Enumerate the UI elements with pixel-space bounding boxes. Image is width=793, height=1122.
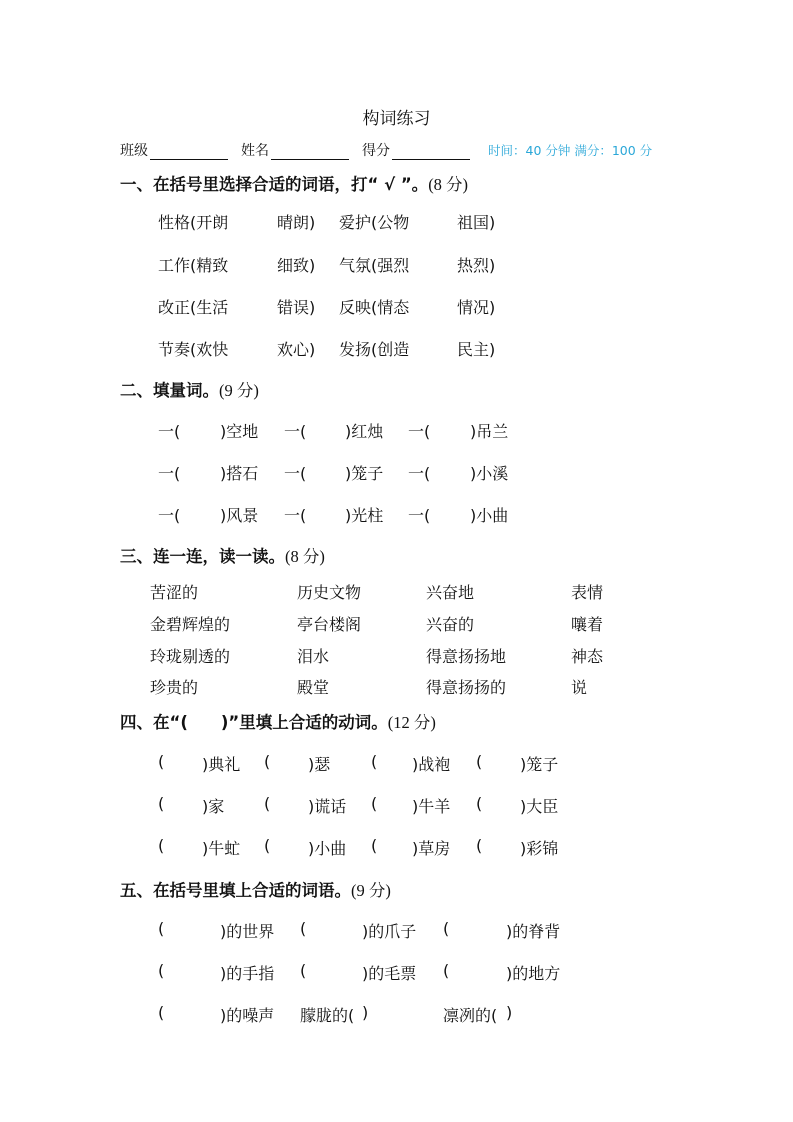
section-2-title: 二、填量词。 [120, 381, 219, 400]
section-2-item-r1-c5: 一( [408, 422, 431, 441]
section-3-word-r2-c3: 兴奋的 [426, 615, 475, 634]
section-2-item-r3-c3: 一( [284, 506, 307, 525]
section-5-item-r1-c6: )的脊背 [506, 922, 561, 941]
section-2-item-r1-c1: 一( [158, 422, 181, 441]
section-5-title: 五、在括号里填上合适的词语。 [120, 881, 351, 900]
section-4-item-r2-c8: )大臣 [520, 797, 559, 816]
section-5-item-r2-c2: )的手指 [220, 964, 275, 983]
section-4-item-r3-c7: ( [476, 836, 483, 855]
section-4-item-r1-c4: )瑟 [308, 755, 331, 774]
section-4-title: 四、在“( )”里填上合适的动词。 [120, 713, 388, 732]
section-3-word-r3-c4: 神态 [571, 647, 604, 666]
section-1-word-r1-c2: 晴朗) [277, 213, 316, 232]
section-5-item-r2-c4: )的毛票 [362, 964, 417, 983]
section-2-item-r1-c3: 一( [284, 422, 307, 441]
section-1-score: (8 分) [428, 175, 469, 194]
section-3-word-r1-c2: 历史文物 [297, 583, 362, 602]
section-5-score: (9 分) [351, 881, 391, 900]
section-3-word-r4-c2: 殿堂 [297, 678, 330, 697]
score-blank[interactable] [392, 144, 470, 160]
section-1-word-r2-c2: 细致) [277, 256, 316, 275]
section-5-item-r3-c1: ( [158, 1003, 165, 1022]
section-3-title: 三、连一连，读一读。 [120, 547, 285, 566]
section-2-item-r3-c5: 一( [408, 506, 431, 525]
section-4-item-r1-c5: ( [371, 752, 378, 771]
section-4-item-r1-c2: )典礼 [202, 755, 241, 774]
section-3-word-r3-c1: 玲珑剔透的 [150, 647, 231, 666]
section-2-item-r3-c6: )小曲 [470, 506, 509, 525]
section-1-word-r1-c3: 爱护(公物 [339, 213, 410, 232]
section-1-word-r1-c1: 性格(开朗 [158, 213, 229, 232]
section-1-word-r3-c4: 情况) [457, 298, 496, 317]
section-1-word-r2-c3: 气氛(强烈 [339, 256, 410, 275]
section-4-item-r3-c3: ( [264, 836, 271, 855]
section-2-item-r3-c4: )光柱 [345, 506, 384, 525]
section-1-word-r3-c2: 错误) [277, 298, 316, 317]
section-4-score: (12 分) [387, 713, 436, 732]
section-2-item-r3-c1: 一( [158, 506, 181, 525]
section-2-item-r2-c4: )笼子 [345, 464, 384, 483]
score-label: 得分 [362, 143, 390, 159]
section-3-word-r4-c1: 珍贵的 [150, 678, 199, 697]
section-2-item-r2-c5: 一( [408, 464, 431, 483]
section-2-heading [120, 377, 259, 401]
section-1-word-r3-c3: 反映(情态 [339, 298, 410, 317]
section-4-heading [120, 709, 436, 733]
section-5-item-r1-c2: )的世界 [220, 922, 275, 941]
section-4-item-r3-c6: )草房 [412, 839, 451, 858]
section-1-word-r2-c1: 工作(精致 [158, 256, 229, 275]
section-2-item-r1-c6: )吊兰 [470, 422, 509, 441]
section-2-item-r2-c2: )搭石 [220, 464, 259, 483]
section-2-item-r2-c6: )小溪 [470, 464, 509, 483]
section-4-item-r2-c5: ( [371, 794, 378, 813]
section-4-item-r3-c8: )彩锦 [520, 839, 559, 858]
section-4-item-r1-c3: ( [264, 752, 271, 771]
section-5-item-r2-c6: )的地方 [506, 964, 561, 983]
section-2-item-r3-c2: )风景 [220, 506, 259, 525]
section-4-item-r1-c8: )笼子 [520, 755, 559, 774]
section-3-word-r1-c3: 兴奋地 [426, 583, 475, 602]
section-5-item-r3-c6: ) [506, 1003, 513, 1022]
section-4-item-r1-c1: ( [158, 752, 165, 771]
section-1-word-r4-c2: 欢心) [277, 340, 316, 359]
section-1-word-r3-c1: 改正(生活 [158, 298, 229, 317]
page-title: 构词练习 [362, 109, 431, 129]
class-field[interactable] [120, 140, 228, 160]
name-blank[interactable] [271, 144, 349, 160]
section-1-word-r4-c1: 节奏(欢快 [158, 340, 229, 359]
section-5-item-r3-c3: 朦胧的( [300, 1006, 355, 1025]
section-4-item-r3-c1: ( [158, 836, 165, 855]
section-1-word-r4-c3: 发扬(创造 [339, 340, 410, 359]
section-3-word-r1-c1: 苦涩的 [150, 583, 199, 602]
section-1-heading [120, 171, 468, 195]
section-3-word-r4-c4: 说 [571, 678, 588, 697]
section-3-word-r1-c4: 表情 [571, 583, 604, 602]
section-1-word-r2-c4: 热烈) [457, 256, 496, 275]
section-5-item-r3-c2: )的噪声 [220, 1006, 275, 1025]
section-3-heading [120, 543, 325, 567]
section-5-item-r1-c4: )的爪子 [362, 922, 417, 941]
section-1-title: 一、在括号里选择合适的词语，打“ √ ”。 [120, 175, 429, 194]
section-4-item-r3-c5: ( [371, 836, 378, 855]
section-4-item-r2-c6: )牛羊 [412, 797, 451, 816]
section-4-item-r3-c2: )牛虻 [202, 839, 241, 858]
name-field[interactable] [241, 140, 349, 160]
section-1-word-r4-c4: 民主) [457, 340, 496, 359]
section-2-item-r1-c4: )红烛 [345, 422, 384, 441]
section-3-word-r2-c2: 亭台楼阁 [297, 615, 362, 634]
section-2-score: (9 分) [219, 381, 259, 400]
section-2-item-r2-c1: 一( [158, 464, 181, 483]
section-3-word-r2-c1: 金碧辉煌的 [150, 615, 231, 634]
section-3-word-r3-c2: 泪水 [297, 647, 330, 666]
section-4-item-r2-c1: ( [158, 794, 165, 813]
time-info: 时间：40 分钟 满分：100 分 [488, 143, 653, 158]
section-2-item-r2-c3: 一( [284, 464, 307, 483]
name-label: 姓名 [241, 143, 269, 159]
section-3-word-r2-c4: 嚷着 [571, 615, 604, 634]
section-5-item-r2-c5: ( [443, 961, 450, 980]
section-4-item-r2-c4: )谎话 [308, 797, 347, 816]
section-4-item-r1-c6: )战袍 [412, 755, 451, 774]
section-5-item-r1-c1: ( [158, 919, 165, 938]
section-4-item-r1-c7: ( [476, 752, 483, 771]
section-5-item-r2-c3: ( [300, 961, 307, 980]
class-label: 班级 [120, 143, 148, 159]
section-4-item-r3-c4: )小曲 [308, 839, 347, 858]
section-4-item-r2-c3: ( [264, 794, 271, 813]
section-5-heading [120, 877, 391, 901]
section-3-score: (8 分) [285, 547, 325, 566]
section-4-item-r2-c7: ( [476, 794, 483, 813]
section-4-item-r2-c2: )家 [202, 797, 225, 816]
section-5-item-r3-c4: ) [362, 1003, 369, 1022]
section-3-word-r3-c3: 得意扬扬地 [426, 647, 507, 666]
section-2-item-r1-c2: )空地 [220, 422, 259, 441]
section-5-item-r1-c3: ( [300, 919, 307, 938]
section-5-item-r2-c1: ( [158, 961, 165, 980]
section-1-word-r1-c4: 祖国) [457, 213, 496, 232]
section-5-item-r3-c5: 凛冽的( [443, 1006, 498, 1025]
section-5-item-r1-c5: ( [443, 919, 450, 938]
score-field[interactable] [362, 140, 470, 160]
class-blank[interactable] [150, 144, 228, 160]
section-3-word-r4-c3: 得意扬扬的 [426, 678, 507, 697]
